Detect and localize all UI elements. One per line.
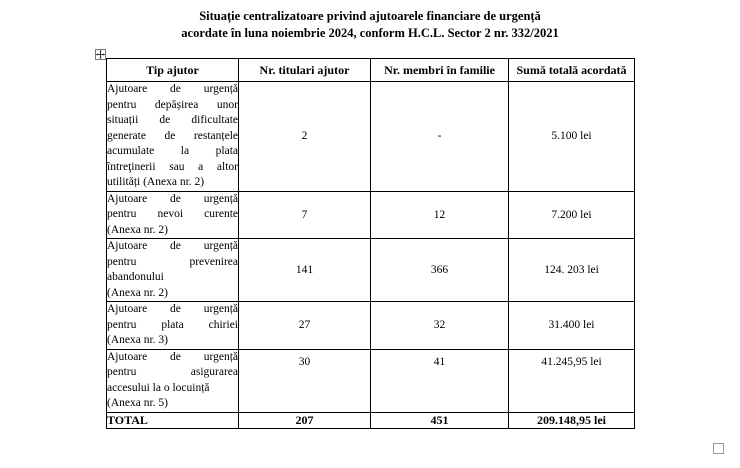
cell-amount: 5.100 lei	[509, 82, 635, 192]
type-line: acumulate la plata	[107, 145, 238, 157]
cell-holders: 7	[239, 191, 371, 239]
cell-members: 32	[371, 302, 509, 350]
cell-amount: 31.400 lei	[509, 302, 635, 350]
cell-members: 41	[371, 349, 509, 412]
type-line: Ajutoare de urgență	[107, 240, 238, 252]
type-line: situații de dificultate	[107, 114, 238, 126]
type-line: abandonului	[107, 271, 164, 283]
cell-type	[107, 302, 239, 350]
table-row	[107, 349, 635, 412]
type-line: Ajutoare de urgență	[107, 192, 238, 205]
table-header-row	[107, 59, 635, 82]
cell-total-amount: 209.148,95 lei	[509, 412, 635, 428]
resize-handle[interactable]	[713, 443, 724, 454]
cell-type	[107, 191, 239, 239]
column-header-holders: Nr. titulari ajutor	[239, 59, 371, 82]
cell-holders: 141	[239, 239, 371, 302]
document-page	[0, 8, 740, 468]
type-line: (Anexa nr. 3)	[107, 334, 168, 346]
cell-holders: 2	[239, 82, 371, 192]
table-row	[107, 239, 635, 302]
report-table-container	[106, 58, 634, 429]
cell-total-members: 451	[371, 412, 509, 428]
table-row	[107, 302, 635, 350]
type-line: (Anexa nr. 5)	[107, 397, 168, 409]
table-row	[107, 82, 635, 192]
type-line: pentru plata chiriei	[107, 318, 238, 331]
column-header-type: Tip ajutor	[107, 59, 239, 82]
title-line-2: acordate în luna noiembrie 2024, conform H.C.L. Sector 2 nr. 332/2021	[181, 26, 559, 40]
cell-members: -	[371, 82, 509, 192]
type-line: pentru prevenirea	[107, 255, 238, 268]
type-line: pentru depășirea unor	[107, 98, 238, 111]
cell-type	[107, 239, 239, 302]
table-row	[107, 191, 635, 239]
report-table	[106, 58, 635, 429]
type-line: pentru nevoi curente	[107, 208, 238, 220]
cell-total-holders: 207	[239, 412, 371, 428]
type-line: (Anexa nr. 2)	[107, 286, 168, 299]
type-line: Ajutoare de urgență	[107, 83, 238, 95]
column-header-members: Nr. membri în familie	[371, 59, 509, 82]
cell-type	[107, 82, 239, 192]
type-line: accesului la o locuință	[107, 381, 210, 394]
type-line: întreţinerii sau a altor	[107, 160, 238, 173]
type-line: pentru asigurarea	[107, 366, 238, 378]
page-title	[60, 8, 680, 42]
type-line: generate de restanțele	[107, 129, 238, 142]
cell-type	[107, 349, 239, 412]
cell-amount: 124. 203 lei	[509, 239, 635, 302]
cell-amount: 7.200 lei	[509, 191, 635, 239]
type-line: Ajutoare de urgență	[107, 303, 238, 315]
column-header-amount: Sumă totală acordată	[509, 59, 635, 82]
type-line: Ajutoare de urgență	[107, 350, 238, 363]
type-line: utilități (Anexa nr. 2)	[107, 176, 205, 188]
table-total-row	[107, 412, 635, 428]
title-line-1: Situație centralizatoare privind ajutoarele financiare de urgență	[199, 9, 541, 23]
cell-members: 366	[371, 239, 509, 302]
cell-members: 12	[371, 191, 509, 239]
cell-total-label: TOTAL	[107, 412, 239, 428]
table-move-handle-icon[interactable]	[95, 49, 106, 60]
cell-holders: 27	[239, 302, 371, 350]
cell-holders: 30	[239, 349, 371, 412]
type-line: (Anexa nr. 2)	[107, 223, 168, 236]
cell-amount: 41.245,95 lei	[509, 349, 635, 412]
